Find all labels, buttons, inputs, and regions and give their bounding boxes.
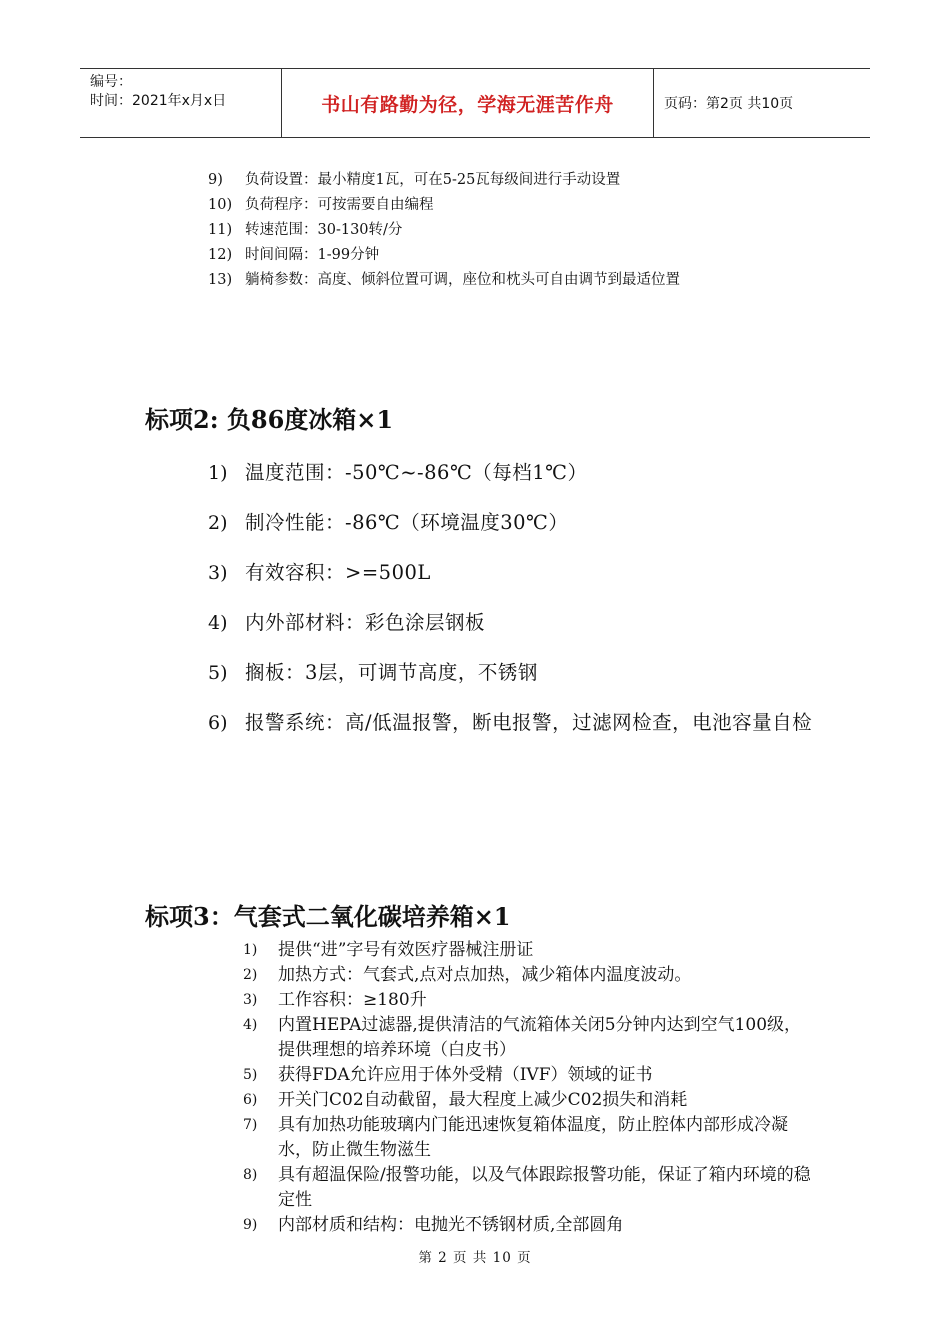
list-item-number: 5) <box>243 1067 258 1083</box>
list-item-text: 获得FDA允许应用于体外受精（IVF）领域的证书 <box>278 1065 653 1085</box>
list-item <box>208 168 680 193</box>
list-item <box>208 243 680 268</box>
list-item <box>243 1213 813 1238</box>
list-item <box>243 988 813 1013</box>
list-item-number: 13) <box>208 272 233 288</box>
document-number-label: 编号： <box>90 74 132 90</box>
list-item-text: 具有超温保险/报警功能，以及气体跟踪报警功能，保证了箱内环境的稳定性 <box>278 1165 811 1210</box>
list-item-number: 9) <box>243 1217 258 1233</box>
list-item-number: 10) <box>208 197 233 213</box>
document-time-label: 时间：2021年x月x日 <box>90 93 227 109</box>
list-item-text: 报警系统：高/低温报警，断电报警，过滤网检查，电池容量自检 <box>245 711 813 734</box>
list-item <box>243 1088 813 1113</box>
list-item <box>243 1063 813 1088</box>
list-item <box>208 498 818 548</box>
list-item <box>208 218 680 243</box>
list-item-number: 3) <box>208 562 228 584</box>
page-footer: 第 2 页 共 10 页 <box>418 1250 532 1266</box>
list-item <box>208 648 818 698</box>
list-item-number: 6) <box>243 1092 258 1108</box>
list-item <box>208 193 680 218</box>
list-item-text: 负荷程序：可按需要自由编程 <box>245 197 434 213</box>
header-motto: 书山有路勤为径，学海无涯苦作舟 <box>282 69 654 137</box>
list-item-number: 6) <box>208 712 228 734</box>
list-item-text: 温度范围：-50℃~-86℃（每档1℃） <box>245 461 588 484</box>
list-item <box>243 1013 813 1063</box>
list-item <box>208 698 818 748</box>
list-item-number: 8) <box>243 1167 258 1183</box>
header-meta-cell <box>80 69 282 137</box>
list-item-number: 4) <box>243 1017 258 1033</box>
list-item-number: 4) <box>208 612 228 634</box>
list-item <box>243 938 813 963</box>
list-item <box>243 963 813 988</box>
section2-spec-list <box>208 448 818 748</box>
list-item-number: 11) <box>208 222 233 238</box>
list-item <box>208 548 818 598</box>
list-item-text: 内外部材料：彩色涂层钢板 <box>245 611 486 634</box>
list-item-text: 搁板：3层，可调节高度，不锈钢 <box>245 661 538 684</box>
list-item-text: 内置HEPA过滤器,提供清洁的气流箱体关闭5分钟内达到空气100级，提供理想的培养环境（白皮书） <box>278 1015 802 1060</box>
list-item-number: 7) <box>243 1117 258 1133</box>
section3-spec-list <box>243 938 813 1238</box>
page-header <box>80 68 870 138</box>
list-item-number: 9) <box>208 172 223 188</box>
list-item <box>243 1163 813 1213</box>
list-item-text: 工作容积：≥180升 <box>278 990 427 1010</box>
list-item <box>208 268 680 293</box>
list-item-number: 3) <box>243 992 258 1008</box>
list-item-text: 转速范围：30-130转/分 <box>245 222 403 238</box>
list-item-number: 1) <box>243 942 258 958</box>
list-item-number: 5) <box>208 662 228 684</box>
list-item-text: 提供“进”字号有效医疗器械注册证 <box>278 940 534 960</box>
list-item-text: 开关门C02自动截留，最大程度上减少C02损失和消耗 <box>278 1090 688 1110</box>
header-page-info: 页码：第2页 共10页 <box>664 96 794 112</box>
list-item-text: 负荷设置：最小精度1瓦，可在5-25瓦每级间进行手动设置 <box>245 172 621 188</box>
list-item-text: 时间间隔：1-99分钟 <box>245 247 380 263</box>
list-item-text: 制冷性能：-86℃（环境温度30℃） <box>245 511 569 534</box>
list-item-text: 躺椅参数：高度、倾斜位置可调，座位和枕头可自由调节到最适位置 <box>245 272 680 288</box>
list-item-number: 2) <box>208 512 228 534</box>
section3-title: 标项3：气套式二氧化碳培养箱×1 <box>145 902 511 931</box>
section2-title: 标项2: 负86度冰箱×1 <box>145 405 394 434</box>
list-item <box>208 448 818 498</box>
list-item-number: 12) <box>208 247 233 263</box>
list-item-text: 有效容积：>=500L <box>245 561 431 584</box>
list-item-text: 具有加热功能玻璃内门能迅速恢复箱体温度，防止腔体内部形成冷凝水，防止微生物滋生 <box>278 1115 788 1160</box>
list-item-number: 2) <box>243 967 258 983</box>
list-item-text: 内部材质和结构：电抛光不锈钢材质,全部圆角 <box>278 1215 624 1235</box>
list-item <box>208 598 818 648</box>
list-item-number: 1) <box>208 462 228 484</box>
section1-spec-list <box>208 168 680 293</box>
list-item <box>243 1113 813 1163</box>
list-item-text: 加热方式：气套式,点对点加热，减少箱体内温度波动。 <box>278 965 692 985</box>
